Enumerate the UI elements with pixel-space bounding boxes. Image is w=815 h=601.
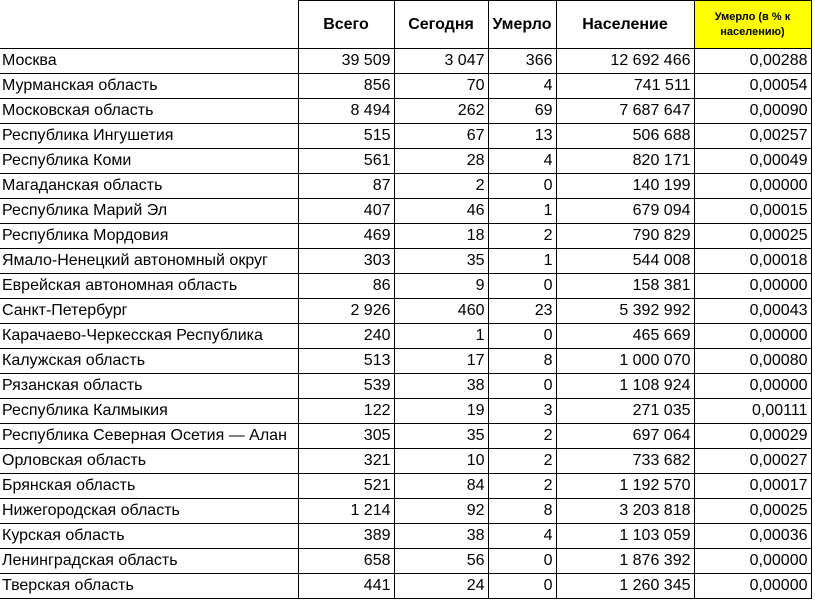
cell-population[interactable]: 271 035 — [556, 399, 694, 424]
cell-died[interactable]: 2 — [488, 449, 556, 474]
cell-population[interactable]: 544 008 — [556, 249, 694, 274]
cell-died[interactable]: 8 — [488, 349, 556, 374]
table-row — [0, 349, 811, 374]
table-row — [0, 499, 811, 524]
cell-today[interactable]: 10 — [394, 449, 488, 474]
cell-total[interactable]: 2 926 — [298, 299, 394, 324]
cell-total[interactable]: 441 — [298, 574, 394, 599]
cell-total[interactable]: 658 — [298, 549, 394, 574]
cell-region[interactable]: Орловская область — [0, 449, 298, 474]
cell-population[interactable]: 3 203 818 — [556, 499, 694, 524]
cell-died-pct[interactable]: 0,00090 — [694, 99, 811, 124]
table-row — [0, 549, 811, 574]
header-population[interactable]: Население — [556, 1, 694, 49]
cell-total[interactable]: 539 — [298, 374, 394, 399]
table-row — [0, 374, 811, 399]
cell-died[interactable]: 1 — [488, 249, 556, 274]
cell-today[interactable]: 2 — [394, 174, 488, 199]
cell-total[interactable]: 469 — [298, 224, 394, 249]
cell-died-pct[interactable]: 0,00043 — [694, 299, 811, 324]
cell-total[interactable]: 87 — [298, 174, 394, 199]
cell-today[interactable]: 19 — [394, 399, 488, 424]
cell-died-pct[interactable]: 0,00025 — [694, 499, 811, 524]
cell-died-pct[interactable]: 0,00111 — [694, 399, 811, 424]
cell-region[interactable]: Еврейская автономная область — [0, 274, 298, 299]
cell-today[interactable]: 35 — [394, 249, 488, 274]
cell-died-pct[interactable]: 0,00015 — [694, 199, 811, 224]
cell-died-pct[interactable]: 0,00027 — [694, 449, 811, 474]
cell-died-pct[interactable]: 0,00000 — [694, 274, 811, 299]
table-row — [0, 224, 811, 249]
cell-today[interactable]: 460 — [394, 299, 488, 324]
cell-region[interactable]: Ямало-Ненецкий автономный округ — [0, 249, 298, 274]
table-row — [0, 149, 811, 174]
cell-died[interactable]: 0 — [488, 274, 556, 299]
cell-died[interactable]: 1 — [488, 199, 556, 224]
cell-population[interactable]: 1 103 059 — [556, 524, 694, 549]
cell-today[interactable]: 3 047 — [394, 49, 488, 74]
table-row — [0, 424, 811, 449]
cell-died[interactable]: 366 — [488, 49, 556, 74]
table-row — [0, 324, 811, 349]
cell-died[interactable]: 3 — [488, 399, 556, 424]
table-row — [0, 399, 811, 424]
cell-population[interactable]: 5 392 992 — [556, 299, 694, 324]
cell-region[interactable]: Курская область — [0, 524, 298, 549]
cell-total[interactable]: 856 — [298, 74, 394, 99]
table-row — [0, 199, 811, 224]
cell-died-pct[interactable]: 0,00049 — [694, 149, 811, 174]
cell-today[interactable]: 70 — [394, 74, 488, 99]
cell-region[interactable]: Санкт-Петербург — [0, 299, 298, 324]
cell-total[interactable]: 86 — [298, 274, 394, 299]
cell-died[interactable]: 4 — [488, 524, 556, 549]
cell-died-pct[interactable]: 0,00025 — [694, 224, 811, 249]
table-row — [0, 74, 811, 99]
cell-died[interactable]: 2 — [488, 424, 556, 449]
table-row — [0, 274, 811, 299]
cell-died-pct[interactable]: 0,00080 — [694, 349, 811, 374]
cell-today[interactable]: 46 — [394, 199, 488, 224]
cell-died[interactable]: 2 — [488, 474, 556, 499]
cell-today[interactable]: 24 — [394, 574, 488, 599]
cell-region[interactable]: Ленинградская область — [0, 549, 298, 574]
table-row — [0, 299, 811, 324]
cell-population[interactable]: 12 692 466 — [556, 49, 694, 74]
cell-died-pct[interactable]: 0,00036 — [694, 524, 811, 549]
cell-total[interactable]: 513 — [298, 349, 394, 374]
cell-died-pct[interactable]: 0,00288 — [694, 49, 811, 74]
cell-total[interactable]: 240 — [298, 324, 394, 349]
cell-died-pct[interactable]: 0,00257 — [694, 124, 811, 149]
header-row — [0, 1, 811, 49]
cell-died[interactable]: 0 — [488, 174, 556, 199]
cell-population[interactable]: 820 171 — [556, 149, 694, 174]
cell-today[interactable]: 262 — [394, 99, 488, 124]
header-died[interactable]: Умерло — [488, 1, 556, 49]
cell-population[interactable]: 741 511 — [556, 74, 694, 99]
cell-today[interactable]: 35 — [394, 424, 488, 449]
cell-region[interactable]: Республика Калмыкия — [0, 399, 298, 424]
cell-total[interactable]: 39 509 — [298, 49, 394, 74]
cell-population[interactable]: 733 682 — [556, 449, 694, 474]
cell-died-pct[interactable]: 0,00000 — [694, 374, 811, 399]
cell-today[interactable]: 17 — [394, 349, 488, 374]
cell-population[interactable]: 506 688 — [556, 124, 694, 149]
cell-today[interactable]: 28 — [394, 149, 488, 174]
table-row — [0, 449, 811, 474]
cell-died-pct[interactable]: 0,00000 — [694, 324, 811, 349]
cell-total[interactable]: 389 — [298, 524, 394, 549]
cell-region[interactable]: Московская область — [0, 99, 298, 124]
cell-today[interactable]: 38 — [394, 524, 488, 549]
cell-total[interactable]: 303 — [298, 249, 394, 274]
cell-today[interactable]: 67 — [394, 124, 488, 149]
cell-region[interactable]: Мурманская область — [0, 74, 298, 99]
cell-total[interactable]: 407 — [298, 199, 394, 224]
table-row — [0, 249, 811, 274]
cell-total[interactable]: 305 — [298, 424, 394, 449]
cell-died[interactable]: 69 — [488, 99, 556, 124]
cell-died[interactable]: 4 — [488, 74, 556, 99]
cell-today[interactable]: 56 — [394, 549, 488, 574]
cell-died[interactable]: 13 — [488, 124, 556, 149]
cell-died[interactable]: 23 — [488, 299, 556, 324]
cell-region[interactable]: Рязанская область — [0, 374, 298, 399]
header-died-pct[interactable]: Умерло (в % к населению) — [694, 1, 811, 49]
cell-died-pct[interactable]: 0,00000 — [694, 549, 811, 574]
header-today[interactable]: Сегодня — [394, 1, 488, 49]
cell-died[interactable]: 0 — [488, 374, 556, 399]
cell-died[interactable]: 4 — [488, 149, 556, 174]
cell-died[interactable]: 2 — [488, 224, 556, 249]
cell-died-pct[interactable]: 0,00018 — [694, 249, 811, 274]
cell-total[interactable]: 8 494 — [298, 99, 394, 124]
cell-population[interactable]: 465 669 — [556, 324, 694, 349]
cell-today[interactable]: 18 — [394, 224, 488, 249]
cell-died-pct[interactable]: 0,00000 — [694, 174, 811, 199]
table-row — [0, 474, 811, 499]
table-row — [0, 49, 811, 74]
cell-died[interactable]: 8 — [488, 499, 556, 524]
cell-today[interactable]: 38 — [394, 374, 488, 399]
cell-region[interactable]: Карачаево-Черкесская Республика — [0, 324, 298, 349]
cell-today[interactable]: 9 — [394, 274, 488, 299]
cell-region[interactable]: Республика Марий Эл — [0, 199, 298, 224]
cell-population[interactable]: 1 876 392 — [556, 549, 694, 574]
cell-total[interactable]: 561 — [298, 149, 394, 174]
cell-region[interactable]: Нижегородская область — [0, 499, 298, 524]
cell-died[interactable]: 0 — [488, 549, 556, 574]
cell-population[interactable]: 1 260 345 — [556, 574, 694, 599]
cell-today[interactable]: 1 — [394, 324, 488, 349]
cell-total[interactable]: 1 214 — [298, 499, 394, 524]
cell-population[interactable]: 679 094 — [556, 199, 694, 224]
cell-region[interactable]: Брянская область — [0, 474, 298, 499]
table-row — [0, 574, 811, 599]
cell-region[interactable]: Республика Коми — [0, 149, 298, 174]
cell-region[interactable]: Тверская область — [0, 574, 298, 599]
cell-total[interactable]: 122 — [298, 399, 394, 424]
cell-population[interactable]: 790 829 — [556, 224, 694, 249]
cell-died[interactable]: 0 — [488, 324, 556, 349]
cell-region[interactable]: Республика Ингушетия — [0, 124, 298, 149]
cell-population[interactable]: 158 381 — [556, 274, 694, 299]
cell-total[interactable]: 521 — [298, 474, 394, 499]
table-row — [0, 524, 811, 549]
cell-died[interactable]: 0 — [488, 574, 556, 599]
cell-region[interactable]: Республика Мордовия — [0, 224, 298, 249]
cell-today[interactable]: 92 — [394, 499, 488, 524]
header-region[interactable] — [0, 1, 298, 49]
table-row — [0, 174, 811, 199]
cell-population[interactable]: 1 000 070 — [556, 349, 694, 374]
cell-population[interactable]: 1 192 570 — [556, 474, 694, 499]
cell-region[interactable]: Москва — [0, 49, 298, 74]
cell-region[interactable]: Калужская область — [0, 349, 298, 374]
table-row — [0, 99, 811, 124]
cell-population[interactable]: 697 064 — [556, 424, 694, 449]
cell-population[interactable]: 140 199 — [556, 174, 694, 199]
cell-died-pct[interactable]: 0,00029 — [694, 424, 811, 449]
cell-died-pct[interactable]: 0,00017 — [694, 474, 811, 499]
cell-population[interactable]: 7 687 647 — [556, 99, 694, 124]
table-row — [0, 124, 811, 149]
cell-died-pct[interactable]: 0,00000 — [694, 574, 811, 599]
cell-region[interactable]: Магаданская область — [0, 174, 298, 199]
cell-total[interactable]: 515 — [298, 124, 394, 149]
cell-today[interactable]: 84 — [394, 474, 488, 499]
header-total[interactable]: Всего — [298, 1, 394, 49]
cell-died-pct[interactable]: 0,00054 — [694, 74, 811, 99]
cell-region[interactable]: Республика Северная Осетия — Алан — [0, 424, 298, 449]
cell-total[interactable]: 321 — [298, 449, 394, 474]
cell-population[interactable]: 1 108 924 — [556, 374, 694, 399]
